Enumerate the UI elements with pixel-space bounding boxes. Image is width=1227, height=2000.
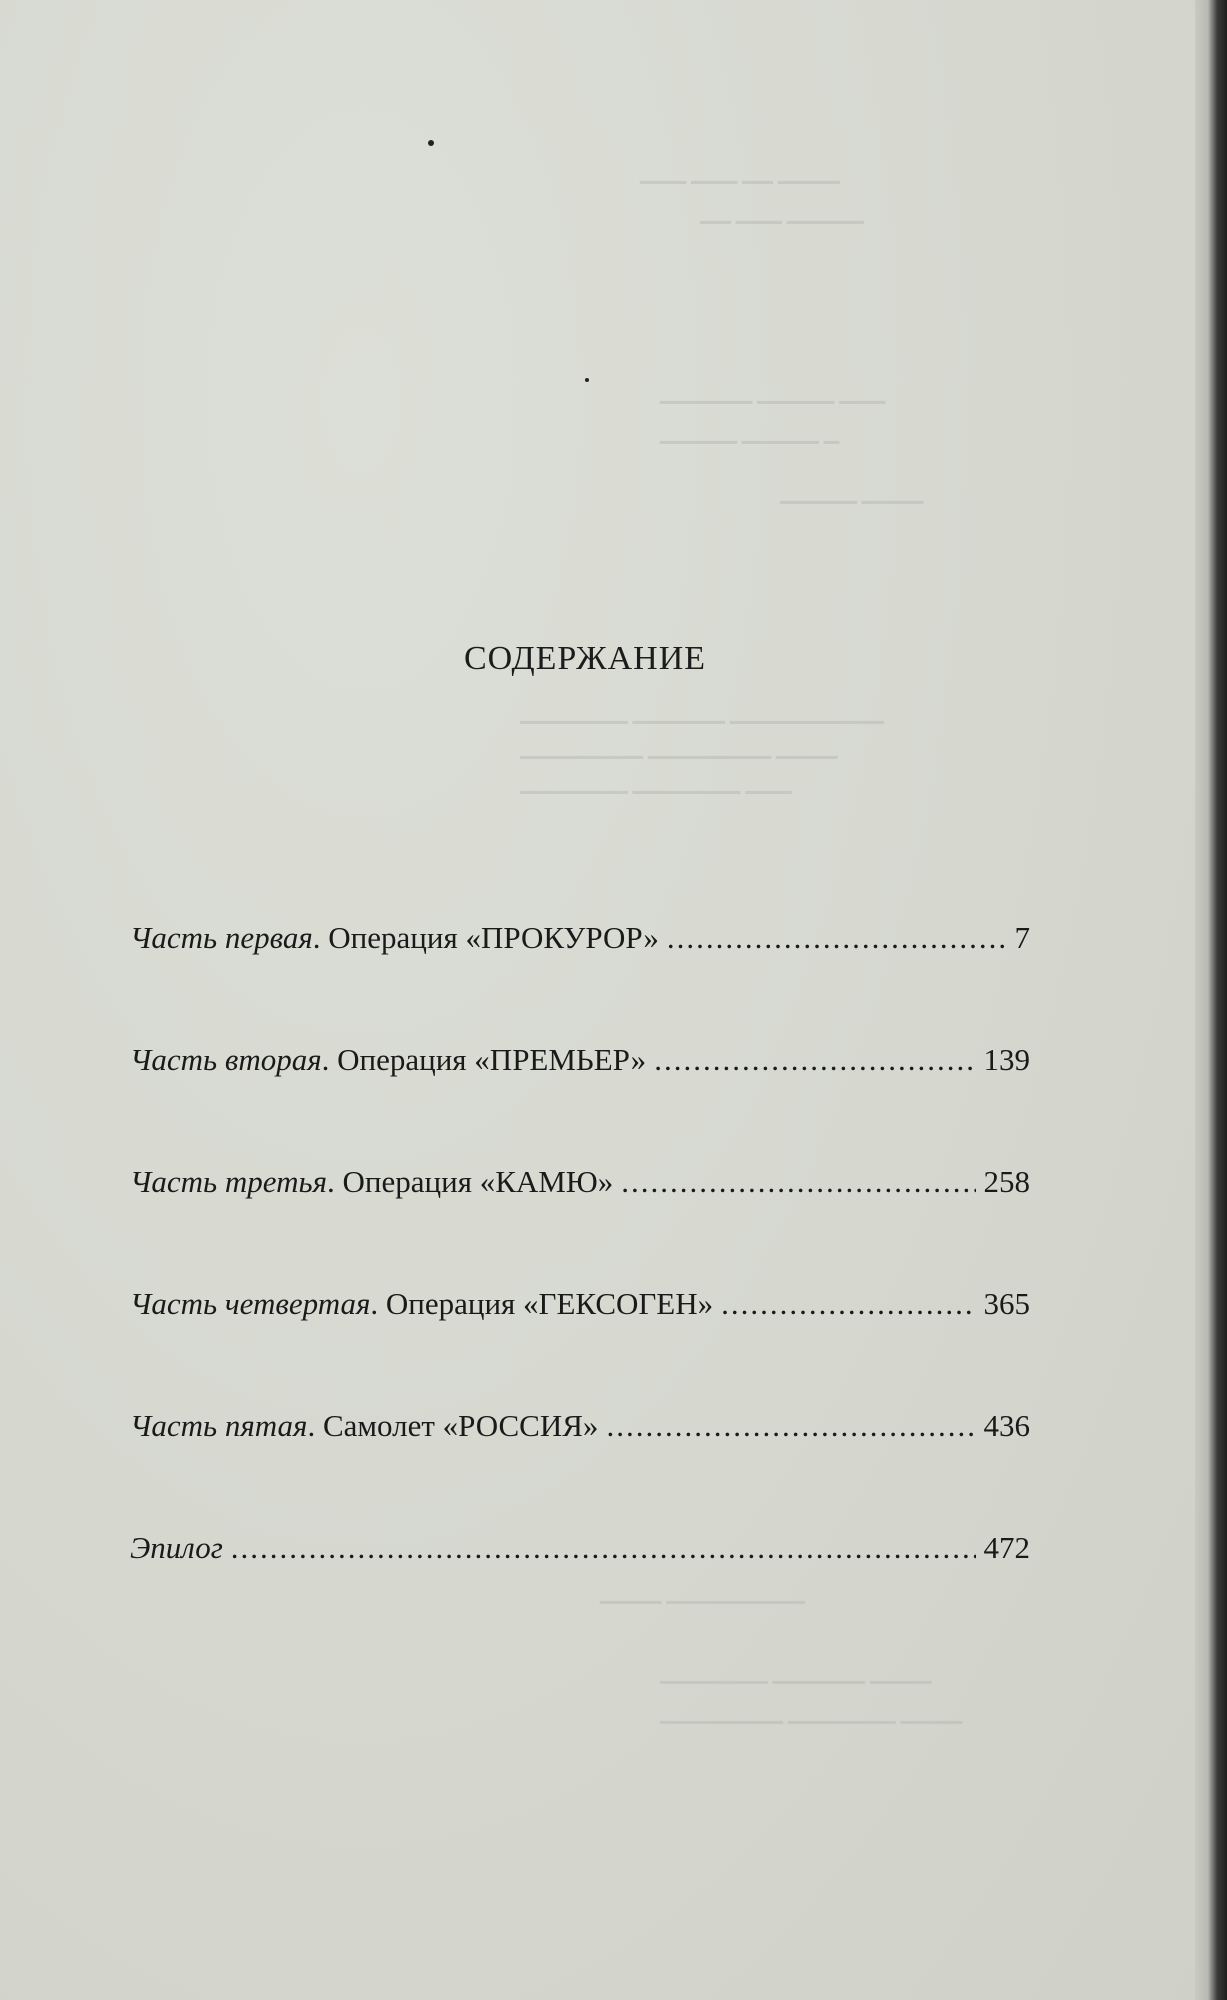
show-through-text: ▁▁ ▁▁▁ ▁▁▁▁▁ (700, 202, 864, 224)
show-through-text: ▁▁▁▁▁ ▁▁▁▁ (780, 482, 924, 504)
show-through-text: ▁▁▁▁▁▁▁▁ ▁▁▁▁▁▁▁▁ ▁▁▁▁ (520, 737, 838, 759)
show-through-text: ▁▁▁▁▁ ▁▁▁▁▁ ▁ (660, 422, 840, 444)
show-through-text: ▁▁▁▁▁▁▁ ▁▁▁▁▁▁ ▁▁▁▁▁▁▁▁▁▁ (520, 702, 884, 724)
toc-section-name: Операция «ПРЕМЬЕР» (337, 1042, 647, 1077)
toc-page-number: 365 (983, 1286, 1030, 1321)
toc-part-label: Эпилог (130, 1530, 223, 1565)
toc-entry: Часть первая . Операция «ПРОКУРОР» ..... 7 (130, 920, 1030, 1042)
ink-speck (585, 378, 589, 382)
show-through-text: ▁▁▁▁▁▁▁ ▁▁▁▁▁▁ ▁▁▁▁ (660, 1662, 932, 1684)
toc-dot-leader (621, 1164, 975, 1200)
toc-page-number: 139 (983, 1042, 1030, 1077)
toc-dot-leader (721, 1286, 975, 1322)
toc-part-label: Часть вторая (130, 1042, 322, 1077)
show-through-text: ▁▁▁▁ ▁▁▁▁▁▁▁▁▁ (600, 1582, 805, 1604)
toc-page-number: 258 (983, 1164, 1030, 1199)
toc-entry: Часть четвертая . Операция «ГЕКСОГЕН» ..... 365 (130, 1286, 1030, 1408)
show-through-text: ▁▁▁▁▁▁ ▁▁▁▁▁ ▁▁▁ (660, 382, 886, 404)
page-edge-shadow (1195, 0, 1227, 2000)
toc-entry: Часть вторая . Операция «ПРЕМЬЕР» ..... 139 (130, 1042, 1030, 1164)
toc-dot-leader (654, 1042, 975, 1078)
toc-section-name: Операция «ГЕКСОГЕН» (385, 1286, 714, 1321)
toc-dot-leader (667, 920, 1007, 956)
toc-section-name: Операция «КАМЮ» (342, 1164, 614, 1199)
toc-page-number: 472 (983, 1530, 1030, 1565)
toc-part-label: Часть третья (130, 1164, 328, 1199)
page-title: СОДЕРЖАНИЕ (463, 640, 707, 677)
show-through-text: ▁▁▁▁▁▁▁ ▁▁▁▁▁▁▁ ▁▁▁ (520, 772, 792, 794)
show-through-text: ▁▁▁ ▁▁▁ ▁▁ ▁▁▁▁ (640, 162, 840, 184)
ink-speck (428, 140, 434, 146)
toc-section-name: Операция «ПРОКУРОР» (328, 920, 659, 955)
toc-part-label: Часть четвертая (130, 1286, 371, 1321)
table-of-contents (130, 920, 1030, 1652)
toc-part-label: Часть пятая (130, 1408, 308, 1443)
toc-page-number: 7 (1014, 920, 1030, 955)
toc-entry: Часть пятая . Самолет «РОССИЯ» ..... 436 (130, 1408, 1030, 1530)
toc-page-number: 436 (983, 1408, 1030, 1443)
toc-entry: Часть третья . Операция «КАМЮ» ..... 258 (130, 1164, 1030, 1286)
toc-dot-leader (231, 1530, 976, 1566)
toc-entry-epilogue (130, 1530, 1030, 1652)
toc-dot-leader (606, 1408, 975, 1444)
toc-section-name: Самолет «РОССИЯ» (322, 1408, 599, 1443)
show-through-text: ▁▁▁▁▁▁▁▁ ▁▁▁▁▁▁▁ ▁▁▁▁ (660, 1702, 963, 1724)
toc-part-label: Часть первая (130, 920, 313, 955)
